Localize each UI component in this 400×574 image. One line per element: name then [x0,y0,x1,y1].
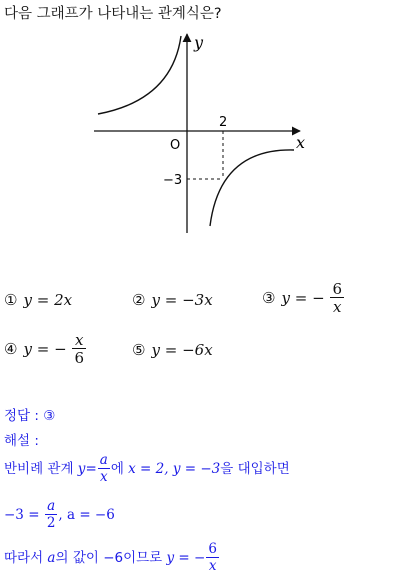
choice-2[interactable]: ② y = −3x [132,291,213,309]
explanation-line-3: 따라서 a의 값이 −6이므로 y = − $\frac{6}{x}$ [4,541,217,574]
y-axis-label: y [194,33,204,52]
x-axis-label: x [296,133,306,152]
choice-1[interactable]: ① y = 2x [4,291,73,309]
explanation-label: 해설 : [4,433,39,449]
choice-4[interactable]: ④ y = − $\frac{x}{6}$ [4,331,84,367]
choice-5[interactable]: ⑤ y = −6x [132,341,213,359]
x-tick-label: 2 [219,115,228,130]
hyperbola-graph [80,28,320,243]
question-text: 다음 그래프가 나타내는 관계식은? [4,6,222,22]
choice-3[interactable]: ③ y = − $\frac{6}{x}$ [262,280,342,316]
explanation-line-2: −3 = $\frac{a}{2}$ , a = −6 [4,498,115,531]
answer-label: 정답 : ③ [4,408,56,424]
origin-label: O [170,138,181,153]
explanation-line-1: 반비례 관계 y= $\frac{a}{x}$ 에 x = 2, y = −3을 대입하면 [4,452,290,485]
y-tick-label: −3 [163,173,183,188]
curve-upper-left [98,36,181,114]
